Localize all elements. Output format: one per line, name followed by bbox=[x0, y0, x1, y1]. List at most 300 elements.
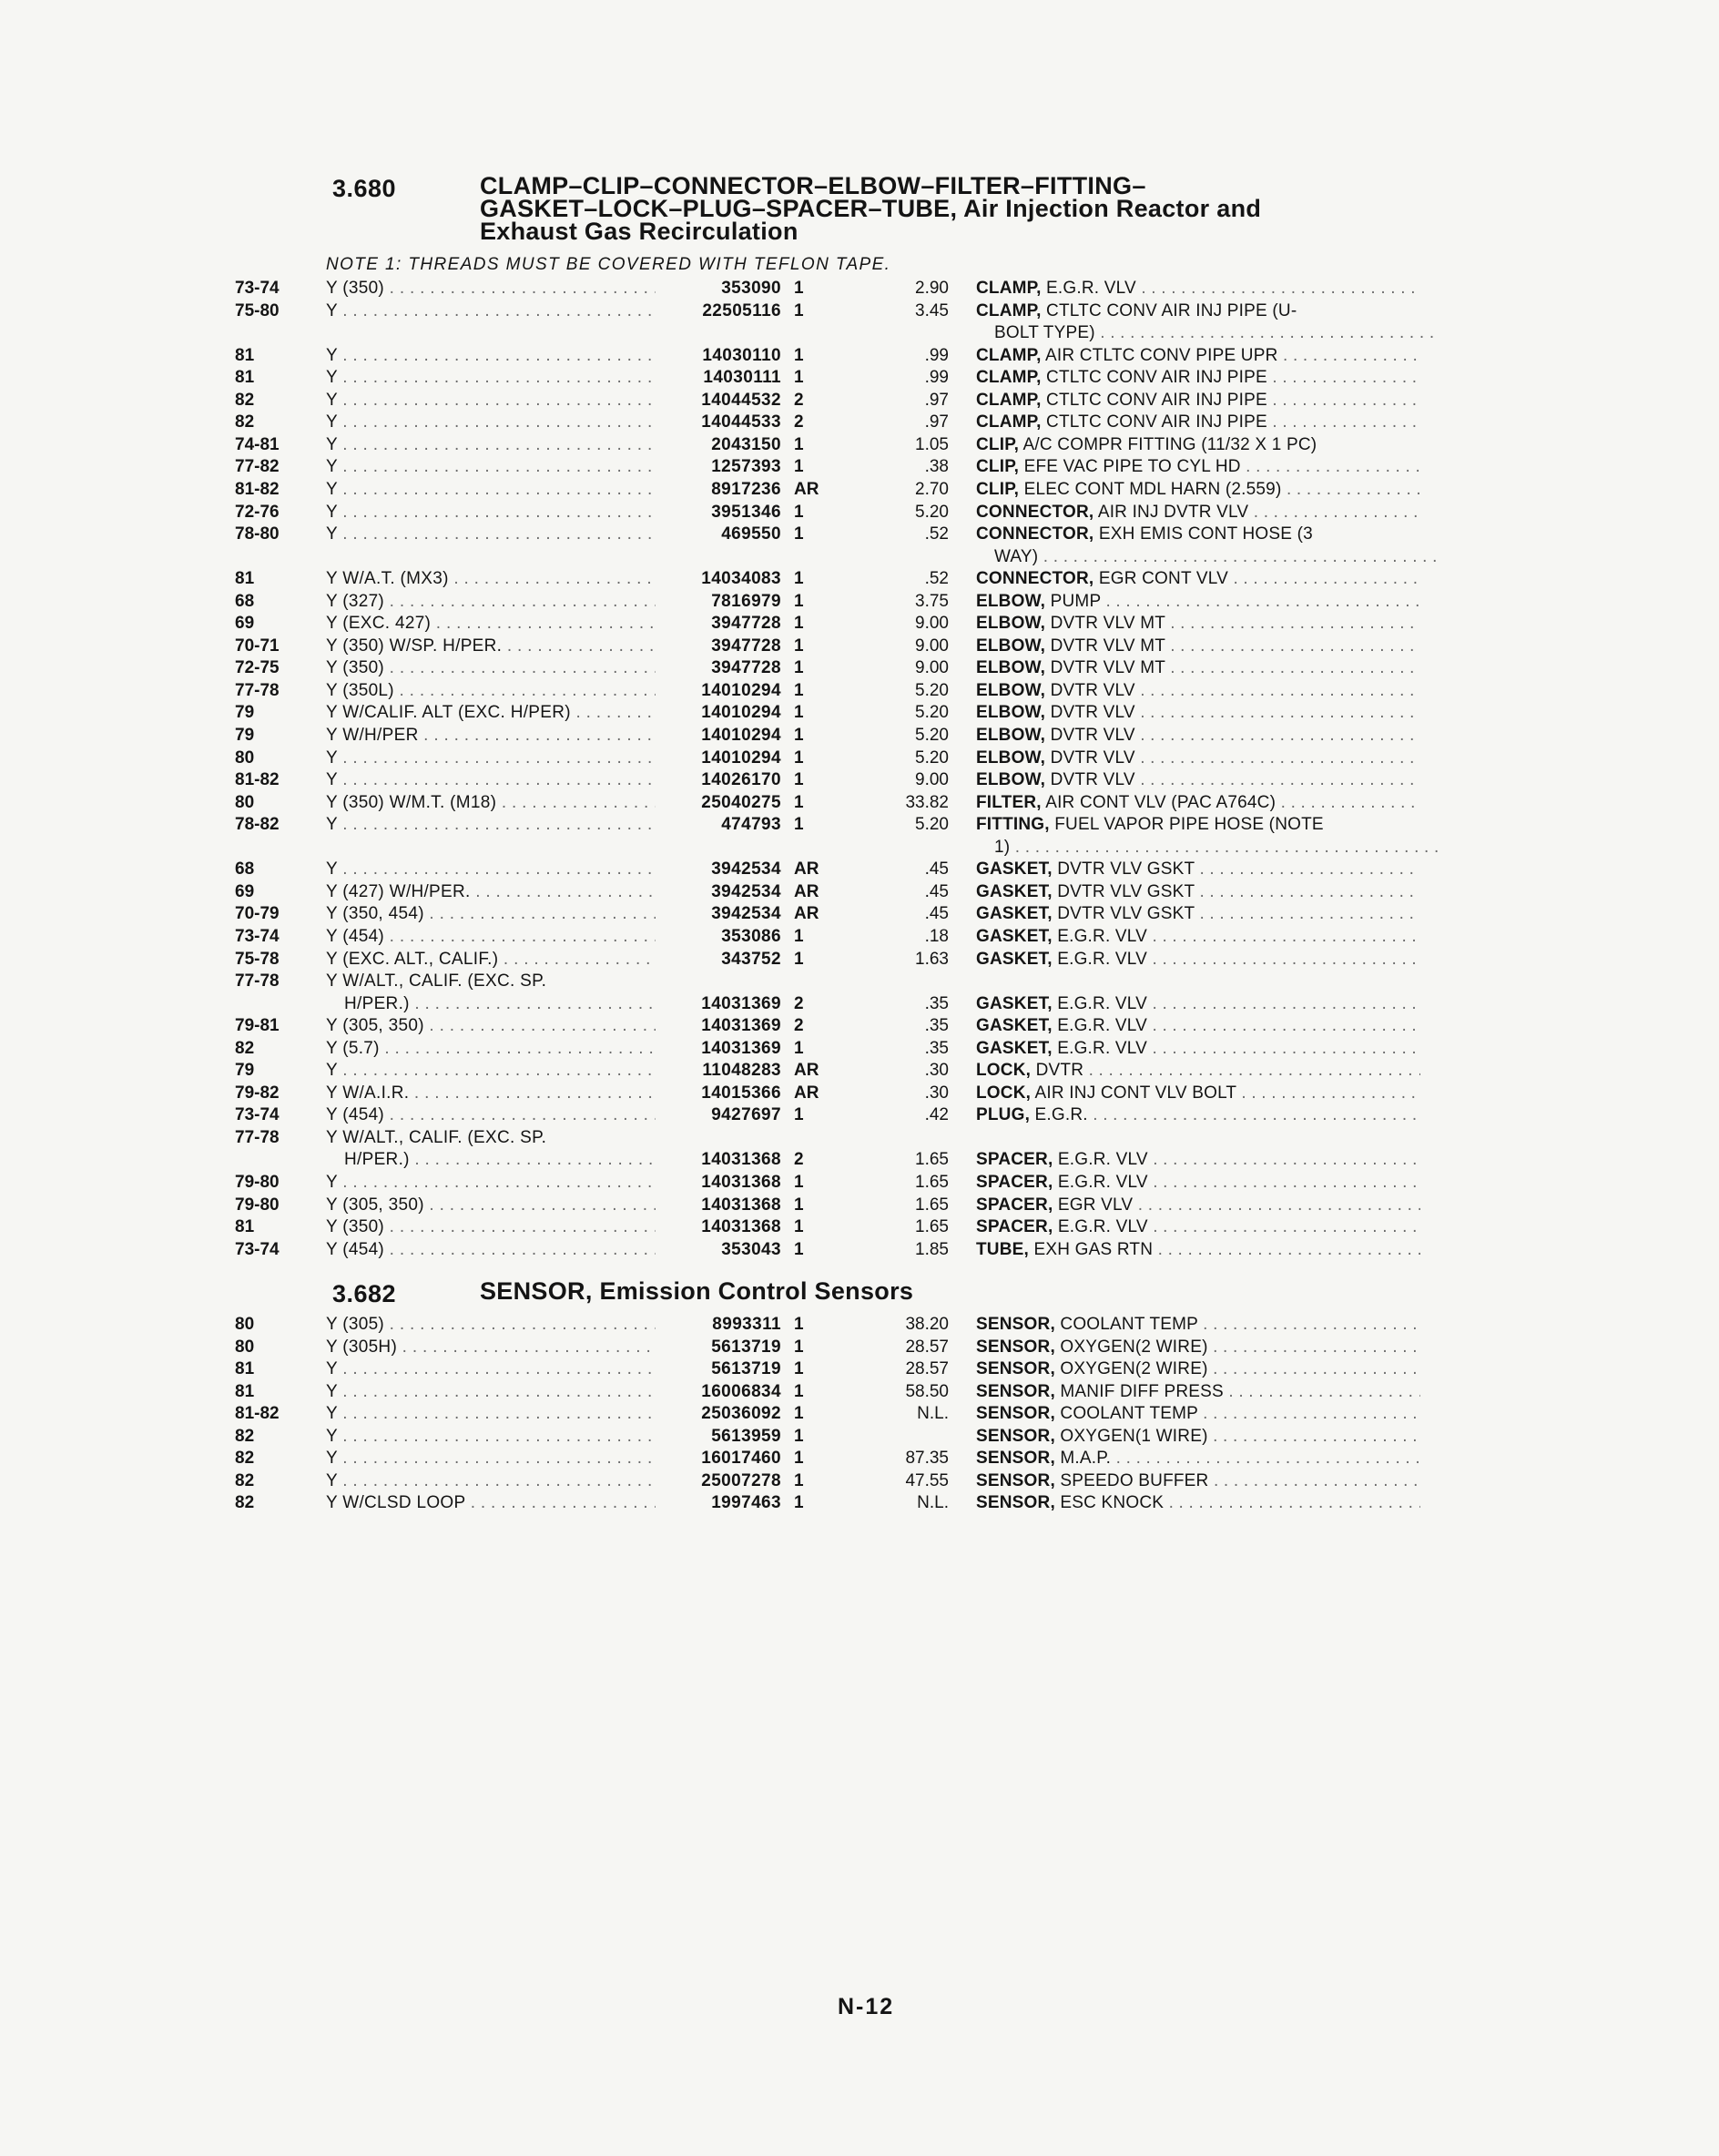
quantity: 1 bbox=[794, 502, 804, 522]
price: .38 bbox=[924, 457, 949, 477]
description-text: ESC KNOCK bbox=[1054, 1493, 1165, 1512]
part-type: SENSOR, bbox=[976, 1337, 1055, 1357]
application: Y (EXC. ALT., CALIF.) . . . bbox=[326, 949, 656, 971]
year-range: 81-82 bbox=[235, 479, 280, 499]
table-row bbox=[0, 859, 1719, 880]
description-text: CTLTC CONV AIR INJ PIPE (U- bbox=[1041, 300, 1297, 320]
part-type: SENSOR, bbox=[976, 1381, 1055, 1401]
table-row bbox=[0, 434, 1719, 456]
price: 1.65 bbox=[915, 1150, 949, 1170]
year-range: 82 bbox=[235, 1449, 255, 1468]
description bbox=[976, 1239, 1420, 1261]
description bbox=[976, 390, 1420, 412]
part-type: SPACER, bbox=[976, 1150, 1053, 1170]
application: Y (427) W/H/PER. . . . bbox=[326, 881, 656, 903]
description-text: DVTR VLV bbox=[1045, 726, 1135, 745]
year-range: 77-78 bbox=[235, 971, 280, 992]
table-row bbox=[0, 926, 1719, 948]
description-text: EFE VAC PIPE TO CYL HD bbox=[1019, 457, 1241, 477]
part-type: CONNECTOR, bbox=[976, 502, 1094, 522]
part-type: CONNECTOR, bbox=[976, 524, 1094, 544]
quantity: 1 bbox=[794, 368, 804, 388]
table-row-continuation bbox=[0, 322, 1719, 344]
price: 5.20 bbox=[915, 703, 949, 723]
part-number: 11048283 bbox=[702, 1061, 781, 1081]
part-type: SPACER, bbox=[976, 1195, 1053, 1215]
description-text: E.G.R. VLV bbox=[1053, 1217, 1148, 1237]
table-row bbox=[0, 367, 1719, 389]
quantity: 1 bbox=[794, 792, 804, 812]
description bbox=[976, 1083, 1420, 1104]
quantity: 1 bbox=[794, 1426, 804, 1446]
description bbox=[976, 1403, 1420, 1425]
application: Y . . . bbox=[326, 502, 656, 524]
quantity: 1 bbox=[794, 770, 804, 790]
table-row bbox=[0, 613, 1719, 635]
application: Y (5.7) . . . bbox=[326, 1038, 656, 1060]
quantity: 1 bbox=[794, 1337, 804, 1357]
price: 2.90 bbox=[915, 279, 949, 298]
price: 38.20 bbox=[905, 1315, 949, 1334]
part-number: 14031368 bbox=[701, 1150, 781, 1170]
year-range: 75-80 bbox=[235, 300, 280, 320]
description bbox=[976, 657, 1420, 679]
price: 2.70 bbox=[915, 479, 949, 499]
application: Y W/ALT., CALIF. (EXC. SP. bbox=[326, 971, 547, 992]
description bbox=[976, 903, 1420, 925]
part-type: CONNECTOR, bbox=[976, 569, 1094, 589]
table-row bbox=[0, 479, 1719, 501]
table-row bbox=[0, 702, 1719, 724]
price: .52 bbox=[924, 569, 949, 589]
part-number: 1997463 bbox=[711, 1493, 781, 1512]
part-type: CLAMP, bbox=[976, 368, 1042, 388]
table-row bbox=[0, 1358, 1719, 1380]
part-type: TUBE, bbox=[976, 1239, 1029, 1259]
year-range: 73-74 bbox=[235, 1239, 280, 1259]
part-number: 3942534 bbox=[711, 881, 781, 901]
price: 5.20 bbox=[915, 680, 949, 700]
part-type: ELBOW, bbox=[976, 614, 1046, 634]
application: Y . . . bbox=[326, 1358, 656, 1380]
price: .18 bbox=[924, 926, 949, 946]
description bbox=[976, 591, 1420, 613]
application: Y (305, 350) . . . bbox=[326, 1195, 656, 1216]
part-type: CLAMP, bbox=[976, 279, 1042, 298]
description-text: E.G.R. bbox=[1030, 1105, 1088, 1125]
description-text: DVTR VLV MT bbox=[1045, 636, 1165, 656]
price: 1.65 bbox=[915, 1195, 949, 1215]
application: Y . . . bbox=[326, 769, 656, 791]
quantity: AR bbox=[794, 1083, 819, 1103]
description bbox=[976, 814, 1420, 836]
page-number: N-12 bbox=[838, 1994, 895, 2019]
application: Y . . . bbox=[326, 814, 656, 836]
description-text: DVTR VLV bbox=[1045, 770, 1135, 790]
part-type: ELBOW, bbox=[976, 591, 1046, 611]
year-range: 82 bbox=[235, 1470, 255, 1490]
section-title bbox=[480, 172, 1409, 245]
part-number: 14010294 bbox=[701, 680, 781, 700]
part-type: GASKET, bbox=[976, 904, 1053, 924]
quantity: 1 bbox=[794, 926, 804, 946]
table-row bbox=[0, 1337, 1719, 1358]
table-row bbox=[0, 1060, 1719, 1082]
part-number: 353086 bbox=[721, 926, 781, 946]
description-text: E.G.R. VLV bbox=[1041, 279, 1136, 298]
part-number: 5613719 bbox=[711, 1359, 781, 1378]
year-range: 69 bbox=[235, 614, 255, 634]
quantity: 1 bbox=[794, 1470, 804, 1490]
description: BOLT TYPE) . . . bbox=[994, 322, 1439, 344]
table-row bbox=[0, 278, 1719, 300]
part-number: 14044533 bbox=[701, 412, 781, 432]
application: Y . . . bbox=[326, 1448, 656, 1470]
year-range: 81 bbox=[235, 1217, 255, 1237]
part-type: ELBOW, bbox=[976, 703, 1046, 723]
description-text: A/C COMPR FITTING (11/32 X 1 PC) bbox=[1019, 434, 1317, 454]
description-text: M.A.P. bbox=[1054, 1449, 1112, 1468]
price: .35 bbox=[924, 1016, 949, 1036]
part-number: 14030110 bbox=[702, 345, 781, 365]
price: 1.85 bbox=[915, 1239, 949, 1259]
application: Y . . . bbox=[326, 1470, 656, 1492]
description-text: OXYGEN(2 WIRE) bbox=[1054, 1359, 1208, 1378]
year-range: 82 bbox=[235, 412, 255, 432]
section-title bbox=[480, 1277, 1409, 1305]
section-title-bold: SENSOR, bbox=[480, 1277, 593, 1305]
part-type: GASKET, bbox=[976, 926, 1053, 946]
part-type: ELBOW, bbox=[976, 726, 1046, 745]
description-text: DVTR VLV bbox=[1045, 703, 1135, 723]
part-type: SPACER, bbox=[976, 1217, 1053, 1237]
description bbox=[976, 300, 1420, 322]
part-number: 14015366 bbox=[701, 1083, 781, 1103]
part-type: CLAMP, bbox=[976, 390, 1042, 410]
part-number: 353090 bbox=[721, 279, 781, 298]
price: 9.00 bbox=[915, 770, 949, 790]
description bbox=[976, 1381, 1420, 1403]
quantity: 2 bbox=[794, 1150, 804, 1170]
quantity: 1 bbox=[794, 680, 804, 700]
application: Y (454) . . . bbox=[326, 1239, 656, 1261]
price: 5.20 bbox=[915, 726, 949, 745]
table-row bbox=[0, 456, 1719, 478]
table-row bbox=[0, 568, 1719, 590]
application: Y W/CLSD LOOP . . . bbox=[326, 1492, 656, 1514]
application: Y W/A.T. (MX3) . . . bbox=[326, 568, 656, 590]
part-number: 14031369 bbox=[701, 993, 781, 1013]
year-range: 69 bbox=[235, 881, 255, 901]
section-title-line-2-bold: GASKET–LOCK–PLUG–SPACER–TUBE, bbox=[480, 195, 958, 222]
table-row bbox=[0, 881, 1719, 903]
description: 1) . . . bbox=[994, 837, 1439, 859]
table-row bbox=[0, 747, 1719, 769]
quantity: 1 bbox=[794, 1217, 804, 1237]
quantity: 1 bbox=[794, 636, 804, 656]
part-type: GASKET, bbox=[976, 1038, 1053, 1058]
price: .45 bbox=[924, 881, 949, 901]
description-text: DVTR bbox=[1031, 1061, 1084, 1081]
part-type: SENSOR, bbox=[976, 1315, 1055, 1334]
price: 87.35 bbox=[905, 1449, 949, 1468]
part-number: 1257393 bbox=[711, 457, 781, 477]
description-text: OXYGEN(1 WIRE) bbox=[1054, 1426, 1208, 1446]
part-type: SENSOR, bbox=[976, 1470, 1055, 1490]
application: Y (305, 350) . . . bbox=[326, 1015, 656, 1037]
part-type: ELBOW, bbox=[976, 636, 1046, 656]
table-row bbox=[0, 1172, 1719, 1194]
description-text: DVTR VLV GSKT bbox=[1052, 859, 1195, 880]
description-text: SPEEDO BUFFER bbox=[1054, 1470, 1209, 1490]
price: 5.20 bbox=[915, 502, 949, 522]
table-row bbox=[0, 1314, 1719, 1336]
part-number: 8917236 bbox=[711, 479, 781, 499]
part-number: 25036092 bbox=[701, 1404, 781, 1423]
table-row bbox=[0, 1426, 1719, 1448]
application: Y W/ALT., CALIF. (EXC. SP. bbox=[326, 1127, 547, 1147]
part-type: SENSOR, bbox=[976, 1404, 1055, 1423]
part-number: 14010294 bbox=[701, 747, 781, 768]
part-number: 3942534 bbox=[711, 904, 781, 924]
year-range: 82 bbox=[235, 390, 255, 410]
description-text: CTLTC CONV AIR INJ PIPE bbox=[1041, 412, 1267, 432]
price: 1.65 bbox=[915, 1173, 949, 1192]
quantity: 1 bbox=[794, 949, 804, 969]
year-range: 80 bbox=[235, 792, 255, 812]
description-text: E.G.R. VLV bbox=[1052, 949, 1148, 969]
part-number: 25007278 bbox=[701, 1470, 781, 1490]
application: Y . . . bbox=[326, 859, 656, 880]
description bbox=[976, 1358, 1420, 1380]
table-row bbox=[0, 1195, 1719, 1216]
description-text: FUEL VAPOR PIPE HOSE (NOTE bbox=[1049, 815, 1324, 835]
year-range: 81 bbox=[235, 1381, 255, 1401]
table-row bbox=[0, 680, 1719, 702]
application: Y . . . bbox=[326, 1403, 656, 1425]
description bbox=[976, 278, 1420, 300]
price: N.L. bbox=[917, 1404, 949, 1423]
year-range: 79 bbox=[235, 726, 255, 745]
section-title-line-2-rest: Air Injection Reactor and bbox=[957, 195, 1262, 222]
description: WAY) . . . bbox=[994, 546, 1439, 568]
year-range: 79 bbox=[235, 703, 255, 723]
year-range: 73-74 bbox=[235, 279, 280, 298]
description bbox=[976, 1038, 1420, 1060]
quantity: 1 bbox=[794, 1493, 804, 1512]
quantity: 1 bbox=[794, 703, 804, 723]
year-range: 78-82 bbox=[235, 815, 280, 835]
part-number: 14010294 bbox=[701, 726, 781, 745]
table-row bbox=[0, 1149, 1719, 1171]
year-range: 74-81 bbox=[235, 434, 280, 454]
year-range: 70-71 bbox=[235, 636, 280, 656]
part-number: 353043 bbox=[721, 1239, 781, 1259]
description bbox=[976, 949, 1420, 971]
part-number: 16006834 bbox=[701, 1381, 781, 1401]
application: Y . . . bbox=[326, 345, 656, 367]
application: Y . . . bbox=[326, 1381, 656, 1403]
table-row bbox=[0, 1083, 1719, 1104]
year-range: 73-74 bbox=[235, 926, 280, 946]
table-row bbox=[0, 1104, 1719, 1126]
description bbox=[976, 1448, 1420, 1470]
quantity: AR bbox=[794, 859, 819, 880]
application: Y . . . bbox=[326, 456, 656, 478]
price: 28.57 bbox=[905, 1359, 949, 1378]
price: 5.20 bbox=[915, 747, 949, 768]
price: .99 bbox=[924, 345, 949, 365]
application: Y . . . bbox=[326, 1172, 656, 1194]
quantity: 1 bbox=[794, 434, 804, 454]
application: Y (454) . . . bbox=[326, 1104, 656, 1126]
section-number: 3.682 bbox=[332, 1280, 397, 1307]
quantity: AR bbox=[794, 479, 819, 499]
price: 3.45 bbox=[915, 300, 949, 320]
application: Y . . . bbox=[326, 524, 656, 545]
application: Y . . . bbox=[326, 367, 656, 389]
part-type: SENSOR, bbox=[976, 1493, 1055, 1512]
price: .99 bbox=[924, 368, 949, 388]
part-type: CLAMP, bbox=[976, 300, 1042, 320]
quantity: 1 bbox=[794, 1359, 804, 1378]
table-row-continuation bbox=[0, 546, 1719, 568]
part-number: 14031369 bbox=[701, 1038, 781, 1058]
table-row bbox=[0, 502, 1719, 524]
application-continued: H/PER.) . . . bbox=[344, 993, 656, 1015]
part-type: CLIP, bbox=[976, 479, 1020, 499]
description bbox=[976, 502, 1420, 524]
part-number: 3951346 bbox=[711, 502, 781, 522]
quantity: 1 bbox=[794, 457, 804, 477]
year-range: 79 bbox=[235, 1061, 255, 1081]
quantity: 1 bbox=[794, 1105, 804, 1125]
quantity: 2 bbox=[794, 993, 804, 1013]
part-number: 7816979 bbox=[711, 591, 781, 611]
quantity: 1 bbox=[794, 747, 804, 768]
year-range: 81 bbox=[235, 569, 255, 589]
part-number: 14031368 bbox=[701, 1173, 781, 1192]
application: Y (350) . . . bbox=[326, 278, 656, 300]
price: 9.00 bbox=[915, 614, 949, 634]
price: N.L. bbox=[917, 1493, 949, 1512]
description-text: E.G.R. VLV bbox=[1052, 993, 1148, 1013]
price: .35 bbox=[924, 1038, 949, 1058]
year-range: 80 bbox=[235, 1315, 255, 1334]
description-text: COOLANT TEMP bbox=[1054, 1315, 1198, 1334]
description-text: DVTR VLV GSKT bbox=[1052, 881, 1195, 901]
description-text: OXYGEN(2 WIRE) bbox=[1054, 1337, 1208, 1357]
part-type: FITTING, bbox=[976, 815, 1050, 835]
part-type: CLIP, bbox=[976, 434, 1020, 454]
year-range: 81 bbox=[235, 368, 255, 388]
table-row bbox=[0, 993, 1719, 1015]
part-type: LOCK, bbox=[976, 1083, 1032, 1103]
description bbox=[976, 1149, 1420, 1171]
quantity: 1 bbox=[794, 1381, 804, 1401]
quantity: 1 bbox=[794, 524, 804, 544]
application: Y (327) . . . bbox=[326, 591, 656, 613]
part-type: ELBOW, bbox=[976, 658, 1046, 678]
table-row bbox=[0, 1403, 1719, 1425]
table-row bbox=[0, 524, 1719, 545]
description bbox=[976, 1337, 1420, 1358]
description-text: EGR CONT VLV bbox=[1093, 569, 1228, 589]
year-range: 72-76 bbox=[235, 502, 280, 522]
application: Y . . . bbox=[326, 1060, 656, 1082]
table-row bbox=[0, 903, 1719, 925]
table-row bbox=[0, 1448, 1719, 1470]
price: 9.00 bbox=[915, 636, 949, 656]
price: 1.05 bbox=[915, 434, 949, 454]
application: Y (EXC. 427) . . . bbox=[326, 613, 656, 635]
part-type: SENSOR, bbox=[976, 1359, 1055, 1378]
table-row bbox=[0, 1492, 1719, 1514]
price: 9.00 bbox=[915, 658, 949, 678]
quantity: 1 bbox=[794, 279, 804, 298]
price: .52 bbox=[924, 524, 949, 544]
description-text: E.G.R. VLV bbox=[1053, 1173, 1148, 1192]
price: .45 bbox=[924, 859, 949, 880]
part-number: 14031369 bbox=[701, 1016, 781, 1036]
table-row bbox=[0, 636, 1719, 657]
application: Y (350L) . . . bbox=[326, 680, 656, 702]
table-row bbox=[0, 1127, 1719, 1149]
description-text: E.G.R. VLV bbox=[1052, 1016, 1148, 1036]
year-range: 81 bbox=[235, 1359, 255, 1378]
description-text: ELEC CONT MDL HARN (2.559) bbox=[1019, 479, 1282, 499]
application: Y . . . bbox=[326, 747, 656, 769]
section-title-line-1: CLAMP–CLIP–CONNECTOR–ELBOW–FILTER–FITTING– bbox=[480, 172, 1146, 199]
section-title-line-3: Exhaust Gas Recirculation bbox=[480, 218, 798, 245]
year-range: 77-78 bbox=[235, 680, 280, 700]
table-row bbox=[0, 769, 1719, 791]
quantity: 1 bbox=[794, 591, 804, 611]
table-row-continuation bbox=[0, 837, 1719, 859]
quantity: AR bbox=[794, 1061, 819, 1081]
description bbox=[976, 1104, 1420, 1126]
year-range: 81-82 bbox=[235, 770, 280, 790]
table-row bbox=[0, 345, 1719, 367]
description bbox=[976, 367, 1420, 389]
price: .35 bbox=[924, 993, 949, 1013]
quantity: 1 bbox=[794, 569, 804, 589]
application: Y (350, 454) . . . bbox=[326, 903, 656, 925]
part-number: 474793 bbox=[721, 815, 781, 835]
part-type: ELBOW, bbox=[976, 770, 1046, 790]
table-row bbox=[0, 1239, 1719, 1261]
quantity: AR bbox=[794, 881, 819, 901]
description bbox=[976, 747, 1420, 769]
quantity: 1 bbox=[794, 1195, 804, 1215]
part-number: 5613719 bbox=[711, 1337, 781, 1357]
description bbox=[976, 568, 1420, 590]
part-number: 14044532 bbox=[701, 390, 781, 410]
quantity: 2 bbox=[794, 390, 804, 410]
description bbox=[976, 769, 1420, 791]
quantity: 1 bbox=[794, 1315, 804, 1334]
description bbox=[976, 725, 1420, 747]
description-text: MANIF DIFF PRESS bbox=[1054, 1381, 1224, 1401]
table-row bbox=[0, 657, 1719, 679]
description bbox=[976, 479, 1420, 501]
year-range: 68 bbox=[235, 591, 255, 611]
year-range: 81 bbox=[235, 345, 255, 365]
price: 58.50 bbox=[905, 1381, 949, 1401]
price: 28.57 bbox=[905, 1337, 949, 1357]
price: .97 bbox=[924, 390, 949, 410]
part-type: SPACER, bbox=[976, 1173, 1053, 1192]
